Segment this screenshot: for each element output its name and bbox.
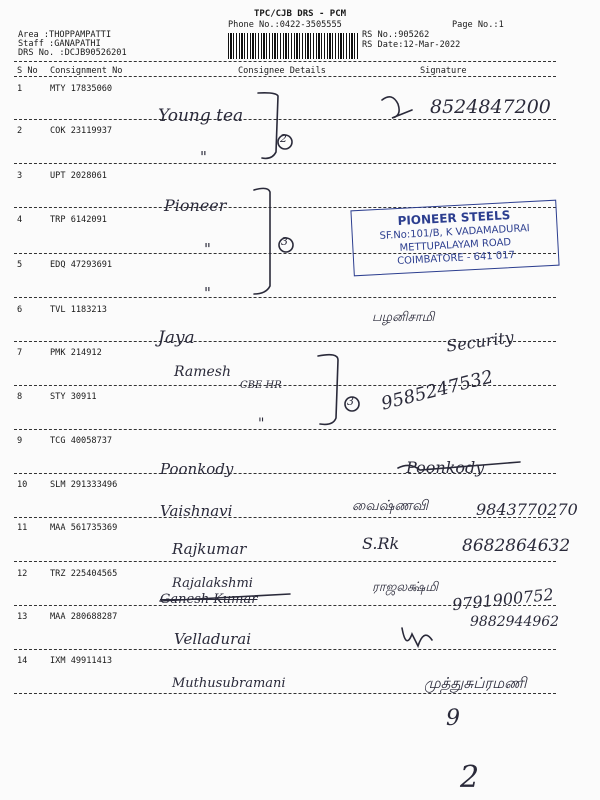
- hw-rajkumar: Rajkumar: [172, 540, 247, 558]
- rs-number: RS No.:905262: [362, 30, 430, 40]
- col-signature: Signature: [420, 66, 467, 76]
- stamp-line: PIONEER STEELS: [397, 208, 511, 228]
- hw-circle-3: 3: [281, 235, 288, 248]
- row-number: 14: [17, 656, 28, 666]
- hw-pioneer: Pioneer: [164, 196, 227, 215]
- hw-tamil-signature: பழனிசாமி: [372, 310, 435, 325]
- consignment-number: IXM 49911413: [50, 656, 113, 666]
- row-number: 4: [17, 215, 23, 225]
- row-number: 1: [17, 84, 23, 94]
- consignment-number: UPT 2028061: [50, 171, 107, 181]
- consignment-number: TRZ 225404565: [50, 569, 118, 579]
- col-consignee: Consignee Details: [238, 66, 326, 76]
- row-number: 12: [17, 569, 28, 579]
- hw-jaya: Jaya: [158, 328, 195, 348]
- hw-nine: 9: [446, 706, 460, 731]
- hw-tamil-signature: ராஜலக்ஷ்மி: [372, 580, 439, 595]
- consignment-number: PMK 214912: [50, 348, 102, 358]
- consignment-number: STY 30911: [50, 392, 97, 402]
- hw-page-two: 2: [460, 760, 480, 795]
- page-number: Page No.:1: [452, 20, 504, 30]
- bracket-2: [254, 188, 270, 294]
- hw-struck-name: Ganesh Kumar: [160, 592, 258, 607]
- signature-scribble-1: [382, 97, 412, 118]
- row-number: 7: [17, 348, 23, 358]
- hw-rajkumar-signature: S.Rk: [362, 534, 400, 553]
- row-number: 2: [17, 126, 23, 136]
- hw-ditto: ": [258, 416, 265, 432]
- consignment-number: MTY 17835060: [50, 84, 113, 94]
- company-stamp: [350, 200, 559, 277]
- hw-velladurai: Velladurai: [174, 630, 252, 648]
- hw-phone-2: 9585247532: [379, 366, 496, 415]
- bracket-1: [258, 93, 278, 159]
- document-title: TPC/CJB DRS - PCM: [253, 9, 347, 19]
- hw-phone-5: 9791900752: [451, 584, 555, 615]
- consignment-number: SLM 291333496: [50, 480, 118, 490]
- consignment-number: TRP 6142091: [50, 215, 107, 225]
- phone-number: Phone No.:0422-3505555: [228, 20, 342, 30]
- consignment-number: TCG 40058737: [50, 436, 113, 446]
- row-number: 3: [17, 171, 23, 181]
- row-number: 9: [17, 436, 23, 446]
- consignment-number: MAA 561735369: [50, 523, 118, 533]
- hw-muthusubramani: Muthusubramani: [172, 676, 286, 691]
- hw-ditto: ": [200, 148, 207, 166]
- col-consignment: Consignment No: [50, 66, 123, 76]
- hw-ramesh: Ramesh: [174, 364, 231, 380]
- hw-tamil-signature: வைஷ்ணவி: [352, 498, 429, 514]
- stamp-line: COIMBATORE - 641 017: [396, 249, 516, 268]
- hw-rajalakshmi: Rajalakshmi: [172, 576, 253, 591]
- row-number: 5: [17, 260, 23, 270]
- hw-phone-4: 8682864632: [462, 536, 571, 556]
- hw-ditto: ": [204, 240, 211, 258]
- signature-scribble-2: [402, 628, 432, 646]
- hw-cbe-hr: CBE HR: [240, 380, 282, 391]
- hw-poonkody-signature: Poonkody: [406, 458, 485, 477]
- row-number: 10: [17, 480, 28, 490]
- row-number: 13: [17, 612, 28, 622]
- consignment-number: EDQ 47293691: [50, 260, 113, 270]
- col-sno: S No: [17, 66, 38, 76]
- hw-young-tea: Young tea: [158, 106, 244, 126]
- consignment-number: MAA 280688287: [50, 612, 118, 622]
- bracket-3: [318, 355, 338, 425]
- hw-ditto: ": [204, 284, 211, 302]
- rs-date: RS Date:12-Mar-2022: [362, 40, 461, 50]
- row-number: 11: [17, 523, 28, 533]
- row-number: 6: [17, 305, 23, 315]
- hw-phone-1: 8524847200: [430, 96, 551, 118]
- hw-circle-3b: 3: [347, 395, 354, 408]
- consignment-number: TVL 1183213: [50, 305, 107, 315]
- hw-tamil-signature: முத்துசுப்ரமணி: [424, 674, 527, 692]
- hw-security: Security: [445, 327, 515, 356]
- hw-circle-2: 2: [280, 132, 287, 145]
- area-label: Area :THOPPAMPATTI: [18, 30, 112, 40]
- consignment-number: COK 23119937: [50, 126, 113, 136]
- drs-number: DRS No. :DCJB90526201: [18, 48, 127, 58]
- hw-poonkody: Poonkody: [160, 460, 234, 478]
- stamp-line: METTUPALAYAM ROAD: [399, 237, 512, 254]
- hw-vaishnavi: Vaishnavi: [160, 502, 233, 520]
- row-number: 8: [17, 392, 23, 402]
- staff-label: Staff :GANAPATHI: [18, 39, 101, 49]
- hw-phone-3: 9843770270: [476, 500, 578, 519]
- hw-phone-6: 9882944962: [470, 614, 560, 630]
- stamp-line: SF.No:101/B, K VADAMADURAI: [379, 223, 531, 242]
